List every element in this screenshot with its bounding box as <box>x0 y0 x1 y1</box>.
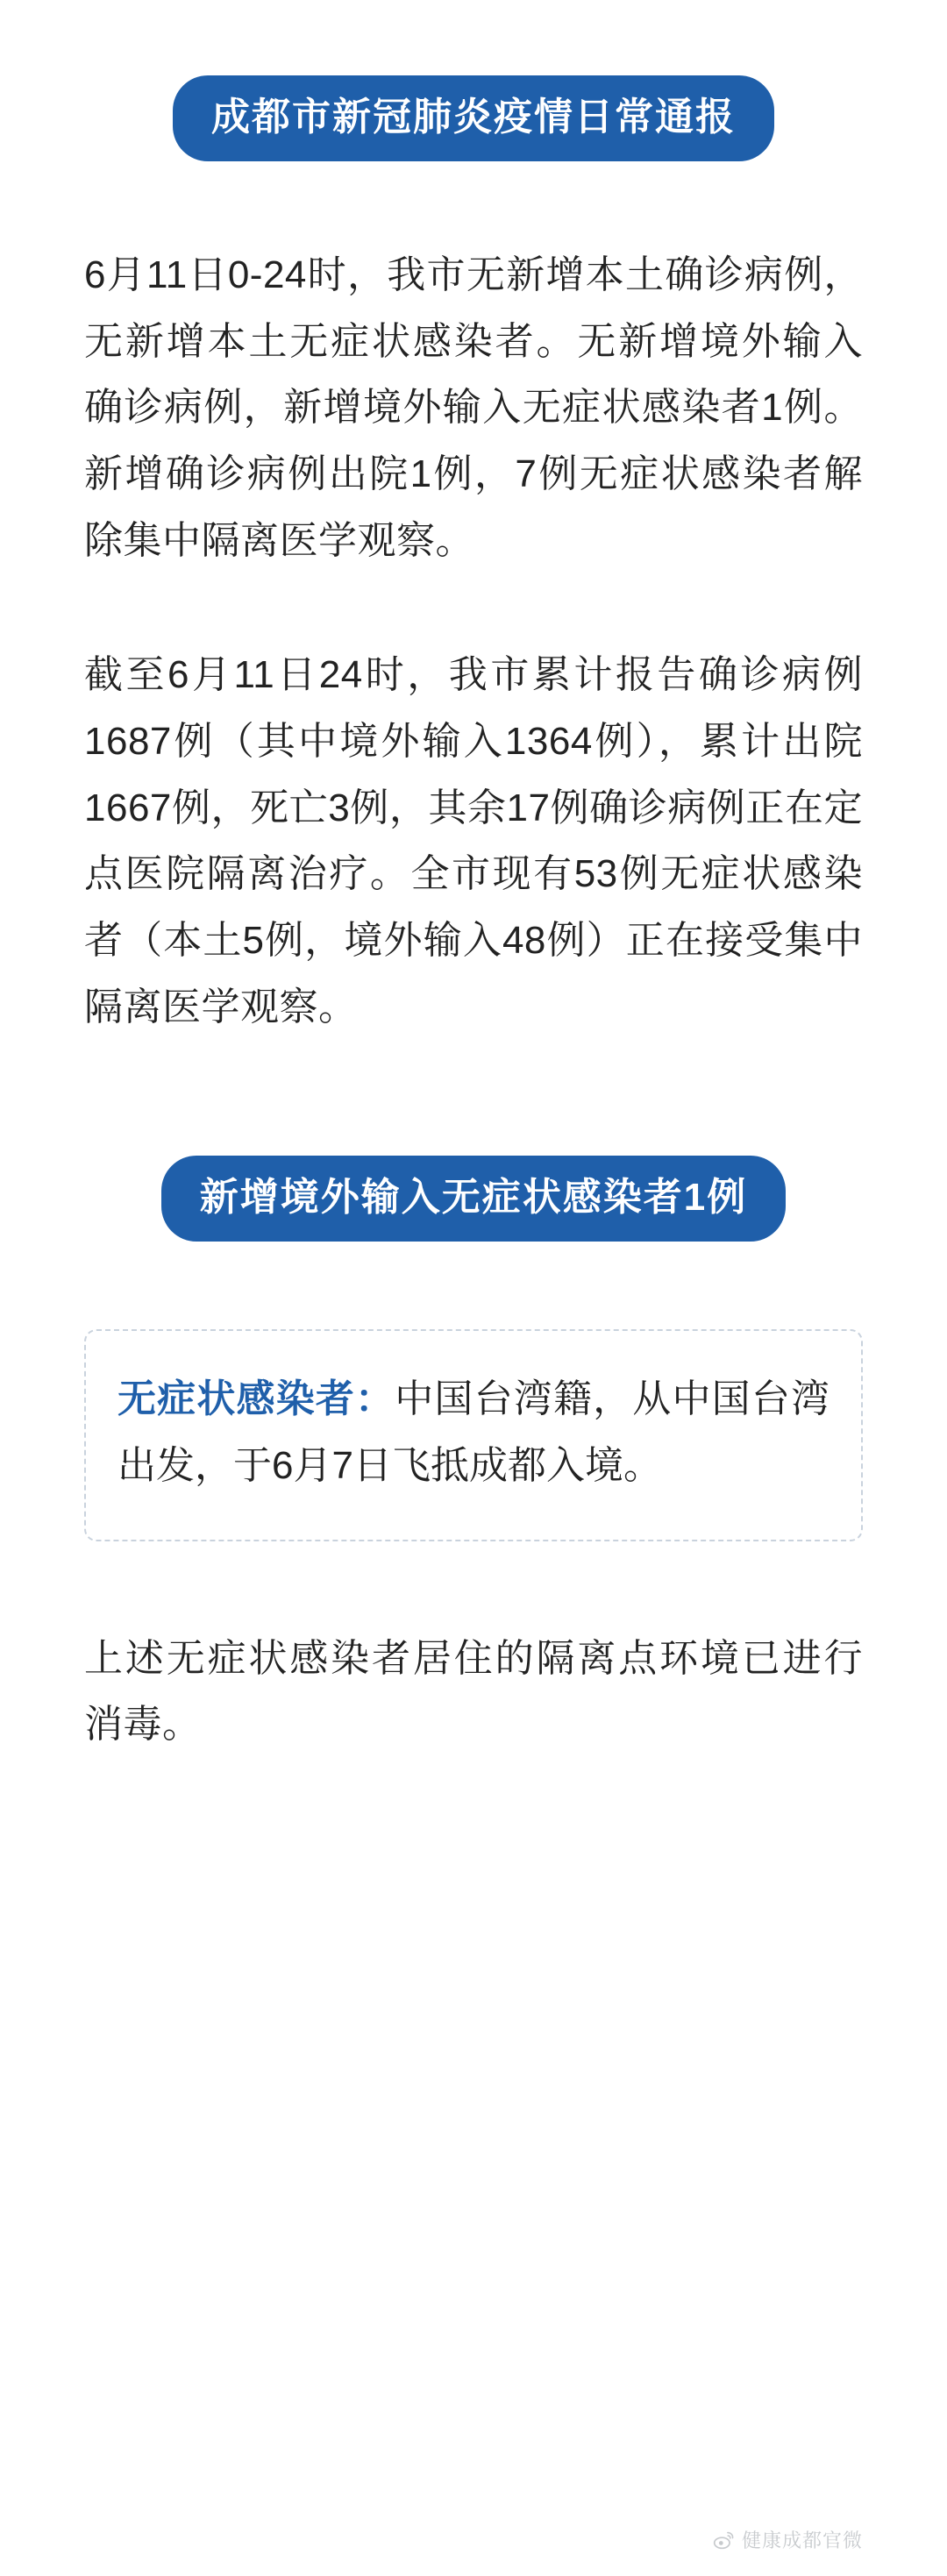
watermark <box>712 2526 863 2553</box>
top-spacer <box>84 0 863 75</box>
section-title-banner: 新增境外输入无症状感染者1例 <box>161 1156 786 1242</box>
case-description: 中国台湾籍，从中国台湾出发，于6月7日飞抵成都入境。 <box>117 1377 830 1488</box>
header-banner-container <box>84 75 863 161</box>
case-detail-box <box>84 1329 863 1541</box>
weibo-icon <box>712 2529 735 2551</box>
cumulative-statistics-paragraph: 截至6月11日24时，我市累计报告确诊病例1687例（其中境外输入1364例），累计出院1667例，死亡3例，其余17例确诊病例正在定点医院隔离治疗。全市现有53例无症状感染者（本土5例，境外输入48例）正在接受集中隔离医学观察。 <box>84 653 863 1028</box>
daily-summary-paragraph: 6月11日0-24时，我市无新增本土确诊病例，无新增本土无症状感染者。无新增境外输入确诊病例，新增境外输入无症状感染者1例。新增确诊病例出院1例，7例无症状感染者解除集中隔离医学观察。 <box>84 253 863 562</box>
case-detail-text <box>117 1366 830 1498</box>
watermark-text: 健康成都官微 <box>741 2530 863 2551</box>
page-title-banner: 成都市新冠肺炎疫情日常通报 <box>173 75 774 161</box>
section-banner-container <box>84 1156 863 1242</box>
case-label: 无症状感染者： <box>117 1377 395 1421</box>
disinfection-note-paragraph: 上述无症状感染者居住的隔离点环境已进行消毒。 <box>84 1636 863 1747</box>
